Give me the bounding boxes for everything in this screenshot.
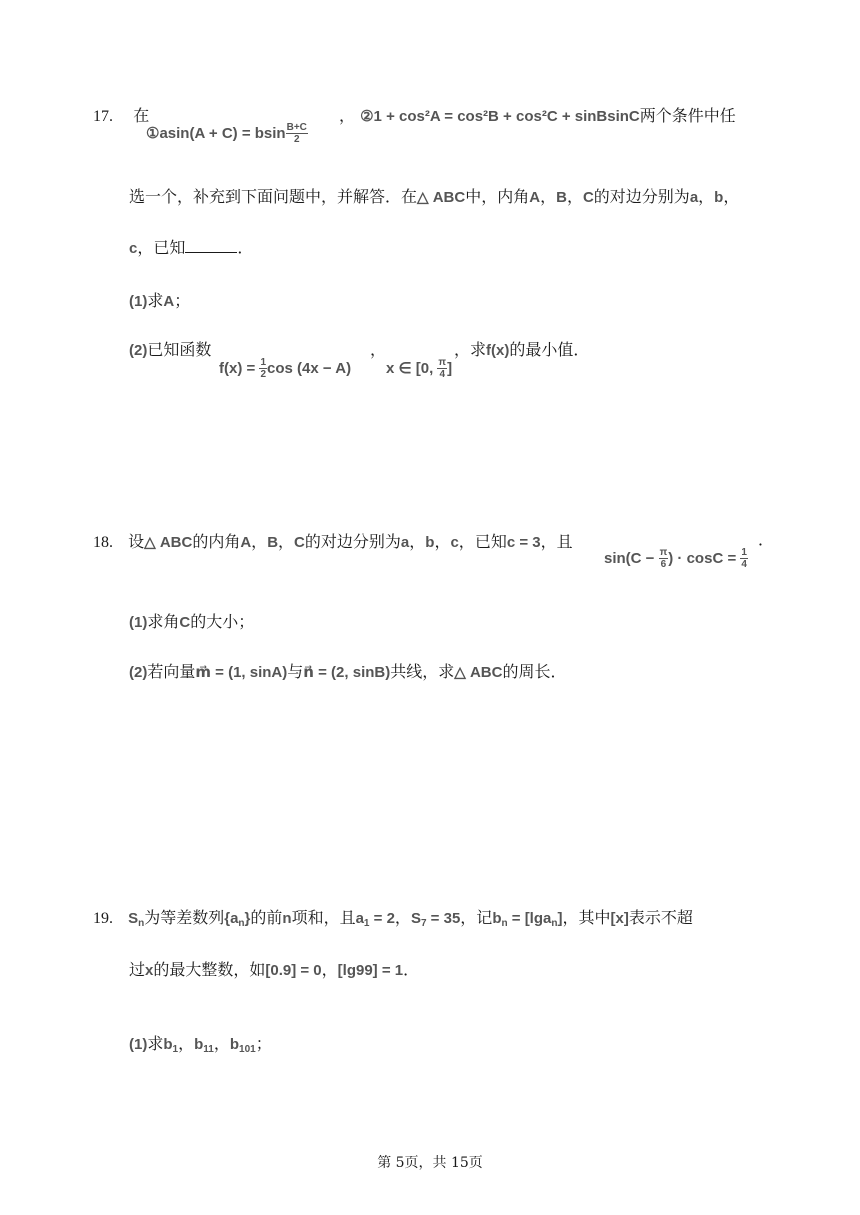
- triangle-abc: △ ABC: [454, 664, 503, 681]
- problem-number: 19.: [93, 910, 113, 927]
- fraction-numerator: 1: [741, 547, 747, 558]
- page-footer: 第 5页，共 15页: [377, 1155, 483, 1171]
- fraction-numerator: B+C: [286, 122, 307, 133]
- comma: ，: [434, 532, 451, 551]
- formula: $a_1 = 2$: [355, 910, 395, 929]
- period: [758, 530, 774, 550]
- fraction-numerator: π: [438, 357, 447, 368]
- text: ；: [174, 291, 191, 310]
- fraction-numerator: π: [659, 547, 668, 558]
- comma: ，: [394, 908, 411, 927]
- problem-19-question-1: [129, 1034, 272, 1060]
- problem-19-line-1: [93, 908, 693, 934]
- problem-17-line-1: [93, 106, 149, 127]
- comma: ，: [213, 1034, 230, 1053]
- comma: ，: [178, 1034, 195, 1053]
- formula: $\{a_n\}$: [224, 910, 251, 929]
- problem-number: 17.: [93, 108, 113, 125]
- text: 的最小值．: [509, 340, 590, 359]
- var-B: B: [267, 534, 279, 551]
- formula: c = 3: [506, 534, 541, 551]
- triangle-abc: △ ABC: [417, 189, 466, 206]
- formula: [lg99] = 1: [337, 962, 404, 979]
- text: ；: [255, 1034, 272, 1053]
- comma: ，: [137, 238, 154, 257]
- text: 中，内角: [465, 187, 530, 206]
- formula: $b_{101}$: [229, 1036, 256, 1055]
- fraction-denominator: 2: [260, 369, 266, 380]
- text: 的对边分别为: [304, 532, 401, 551]
- formula: x ∈ [0,: [386, 360, 438, 377]
- text: 设: [128, 532, 145, 551]
- text: ，求: [454, 340, 487, 359]
- fraction: [437, 357, 447, 380]
- var-A: A: [163, 293, 175, 310]
- vector-m: m⃗ = (1, sinA): [195, 664, 288, 681]
- question-label: (1): [129, 614, 148, 631]
- condition-1-formula: ①asin(A + C) = bsin: [146, 125, 286, 142]
- text: 项和，且: [291, 908, 356, 927]
- condition-2-formula: ②1 + cos²A = cos²B + cos²C + sinBsinC: [360, 108, 640, 125]
- comma-sep: [370, 340, 386, 360]
- text: 已知: [474, 532, 507, 551]
- domain: [386, 357, 452, 380]
- problem-17-question-2-end: [454, 340, 589, 361]
- var-a: a: [689, 189, 699, 206]
- comma: ，: [370, 340, 387, 359]
- var-B: B: [556, 189, 567, 206]
- text: 求: [147, 1034, 164, 1053]
- comma: ，: [278, 532, 295, 551]
- condition-1: [146, 122, 308, 145]
- fraction: [740, 547, 748, 570]
- text: 为等差数列: [144, 908, 225, 927]
- formula: cos (4x − A): [267, 360, 352, 377]
- fraction-denominator: 4: [439, 369, 446, 380]
- text: 与: [287, 662, 304, 681]
- comma: ，: [321, 960, 338, 979]
- text: ，且: [540, 532, 573, 551]
- var-a: a: [400, 534, 410, 551]
- function-f: [219, 357, 351, 380]
- formula: $S_n$: [128, 910, 145, 929]
- var-C: C: [582, 189, 594, 206]
- problem-18-question-1: [129, 612, 254, 633]
- formula: $S_7 = 35$: [410, 910, 461, 929]
- var-C: C: [179, 614, 191, 631]
- fraction-denominator: 2: [293, 134, 300, 145]
- fraction: [259, 357, 267, 380]
- var-b: b: [714, 189, 724, 206]
- text: 的对边分别为: [593, 187, 690, 206]
- question-label: (2): [129, 342, 148, 359]
- text: 的最大整数，如: [153, 960, 266, 979]
- problem-18-question-2: [129, 662, 566, 683]
- problem-17-question-2: [129, 340, 211, 361]
- formula: $b_{11}$: [194, 1036, 214, 1055]
- text: 共线，求: [390, 662, 455, 681]
- formula: $b_1$: [163, 1036, 179, 1055]
- text: ，记: [460, 908, 493, 927]
- formula: f(x): [486, 342, 510, 359]
- problem-17-line-1b: [339, 106, 736, 127]
- var-x: x: [145, 962, 154, 979]
- text: 已知函数: [147, 340, 212, 359]
- fraction: [286, 122, 308, 145]
- text: 在: [133, 106, 150, 125]
- text: 选一个，补充到下面问题中，并解答．在: [129, 187, 418, 206]
- text: ，其中: [562, 908, 611, 927]
- text: 的前: [250, 908, 283, 927]
- separator: ，: [339, 106, 356, 125]
- formula: [0.9] = 0: [265, 962, 322, 979]
- vector-n: n⃗ = (2, sinB): [303, 664, 391, 681]
- comma: ，: [409, 532, 426, 551]
- formula: [x]: [610, 910, 629, 927]
- comma: ，: [251, 532, 268, 551]
- comma: ，: [540, 187, 557, 206]
- text: 求角: [147, 612, 180, 631]
- problem-17-line-3: [129, 238, 253, 259]
- comma: ，: [458, 532, 475, 551]
- triangle-abc: △ ABC: [144, 534, 193, 551]
- text: 的内角: [192, 532, 241, 551]
- text: ．: [403, 960, 420, 979]
- text: 的周长．: [502, 662, 567, 681]
- var-c: c: [129, 240, 138, 257]
- problem-17-question-1: [129, 291, 190, 312]
- var-A: A: [529, 189, 541, 206]
- text: 两个条件中任: [639, 106, 736, 125]
- fraction-denominator: 4: [741, 559, 747, 570]
- comma: ，: [723, 187, 740, 206]
- text: ．: [758, 530, 775, 549]
- fraction-numerator: 1: [260, 357, 266, 368]
- var-c: c: [450, 534, 459, 551]
- formula: $b_n = [\lg a_n]$: [492, 910, 563, 929]
- text: 的大小；: [190, 612, 255, 631]
- comma: ，: [698, 187, 715, 206]
- formula: ) · cosC =: [668, 550, 741, 567]
- question-label: (2): [129, 664, 148, 681]
- text: 已知: [153, 238, 186, 257]
- text: ．: [237, 238, 254, 257]
- var-b: b: [425, 534, 435, 551]
- var-n: n: [282, 910, 292, 927]
- text: 过: [129, 960, 146, 979]
- comma: ，: [566, 187, 583, 206]
- fraction-denominator: 6: [660, 559, 667, 570]
- problem-18-line-1: [93, 532, 573, 553]
- fraction: [659, 547, 669, 570]
- problem-19-line-2: [129, 960, 419, 981]
- formula: sin(C −: [604, 550, 659, 567]
- var-A: A: [240, 534, 252, 551]
- question-label: (1): [129, 293, 148, 310]
- problem-number: 18.: [93, 534, 113, 551]
- problem-17-line-2: [129, 187, 739, 208]
- formula: f(x) =: [219, 360, 260, 377]
- text: 表示不超: [628, 908, 693, 927]
- text: 若向量: [147, 662, 196, 681]
- var-C: C: [294, 534, 305, 551]
- sin-equation: [604, 547, 748, 570]
- answer-blank: [185, 238, 237, 253]
- question-label: (1): [129, 1036, 148, 1053]
- formula: ]: [447, 360, 453, 377]
- text: 求: [147, 291, 164, 310]
